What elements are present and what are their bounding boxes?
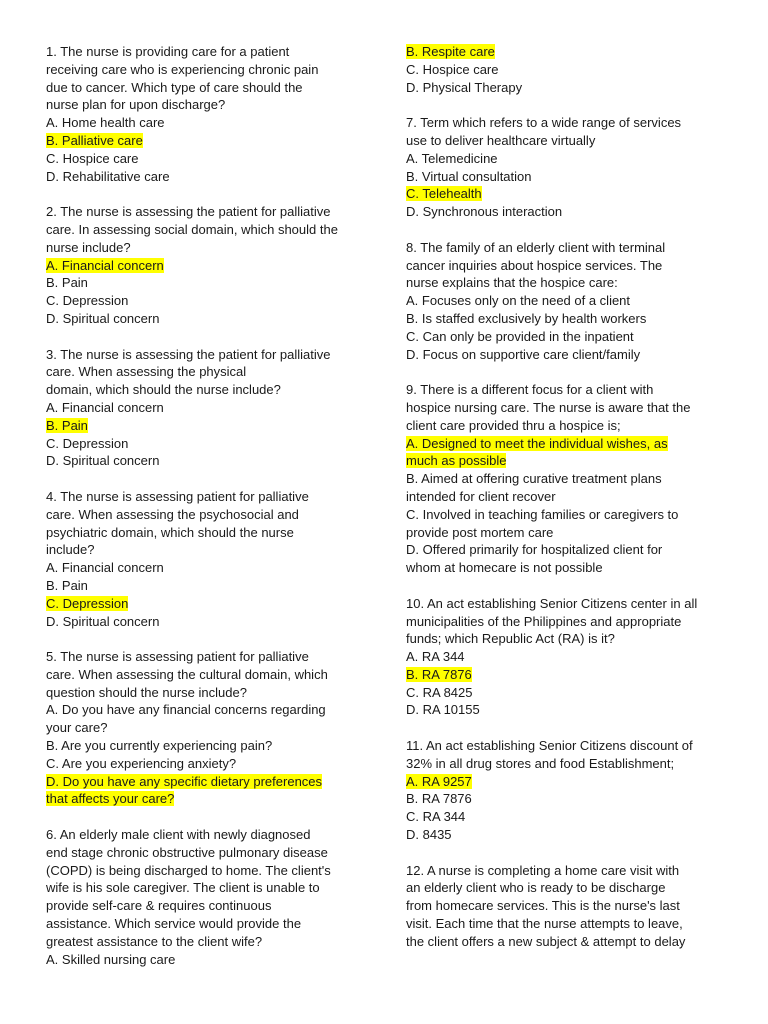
answer-option-text: A. Telemedicine bbox=[406, 150, 498, 166]
answer-option bbox=[46, 951, 364, 969]
answer-option-text: D. Focus on supportive care client/family bbox=[406, 346, 641, 362]
answer-option bbox=[406, 701, 724, 719]
answer-option-highlighted bbox=[406, 773, 724, 791]
answer-option-text: C. Depression bbox=[46, 595, 129, 611]
question-block bbox=[46, 826, 364, 968]
question-stem: 12. A nurse is completing a home care visit with an elderly client who is ready to be discharge from homecare services. This is the nurse's last visit. Each time that the nurse attempts to leave, the client offers a new subject & attempt to delay bbox=[406, 862, 686, 949]
answer-option bbox=[46, 701, 364, 737]
answer-option-text: D. Offered primarily for hospitalized client for whom at homecare is not possible bbox=[406, 542, 663, 576]
question-stem: 11. An act establishing Senior Citizens discount of 32% in all drug stores and food Establishment; bbox=[406, 738, 693, 771]
answer-option bbox=[406, 808, 724, 826]
answer-option-text: A. Focuses only on the need of a client bbox=[406, 293, 631, 309]
answer-option-text: C. Telehealth bbox=[406, 186, 482, 202]
answer-option bbox=[406, 310, 724, 328]
answer-option-highlighted bbox=[46, 132, 364, 150]
answer-option-text: C. Depression bbox=[46, 293, 129, 309]
answer-option-highlighted bbox=[406, 43, 724, 61]
answer-option-text: A. RA 344 bbox=[406, 649, 465, 665]
answer-option bbox=[406, 346, 724, 364]
answer-option bbox=[46, 399, 364, 417]
answer-option bbox=[406, 328, 724, 346]
answer-option-text: B. Are you currently experiencing pain? bbox=[46, 738, 273, 754]
answer-option-text: B. Pain bbox=[46, 577, 88, 593]
answer-option bbox=[46, 737, 364, 755]
answer-option-text: C. Are you experiencing anxiety? bbox=[46, 755, 237, 771]
answer-option-text: B. Is staffed exclusively by health workers bbox=[406, 310, 647, 326]
answer-option bbox=[406, 826, 724, 844]
answer-option bbox=[406, 79, 724, 97]
answer-option-text: D. Do you have any specific dietary preferences that affects your care? bbox=[46, 773, 323, 807]
answer-option bbox=[406, 292, 724, 310]
question-block bbox=[406, 595, 724, 720]
question-stem: 1. The nurse is providing care for a patient receiving care who is experiencing chronic pain due to cancer. Which type of care should the nurse plan for upon discharge? bbox=[46, 44, 319, 113]
answer-option-highlighted bbox=[46, 595, 364, 613]
question-stem: 9. There is a different focus for a client with hospice nursing care. The nurse is aware that the client care provided thru a hospice is; bbox=[406, 382, 691, 433]
answer-option-text: A. Financial concern bbox=[46, 560, 164, 576]
question-block bbox=[46, 346, 364, 471]
answer-option-text: C. Involved in teaching families or caregivers to provide post mortem care bbox=[406, 506, 679, 540]
question-block bbox=[46, 203, 364, 328]
answer-option bbox=[406, 61, 724, 79]
answer-option-text: A. Do you have any financial concerns regarding your care? bbox=[46, 702, 326, 736]
answer-option-text: A. Designed to meet the individual wishes, as much as possible bbox=[406, 435, 668, 469]
answer-option-text: C. RA 344 bbox=[406, 809, 466, 825]
answer-option bbox=[46, 755, 364, 773]
answer-option-text: C. Hospice care bbox=[406, 61, 499, 77]
answer-option-text: A. Financial concern bbox=[46, 399, 164, 415]
answer-option bbox=[46, 435, 364, 453]
question-block bbox=[406, 114, 724, 221]
answer-option bbox=[406, 150, 724, 168]
answer-option-text: D. Physical Therapy bbox=[406, 79, 523, 95]
answer-option bbox=[406, 168, 724, 186]
question-block bbox=[406, 43, 724, 96]
answer-option-highlighted bbox=[46, 257, 364, 275]
answer-option-text: D. Rehabilitative care bbox=[46, 168, 170, 184]
question-stem: 5. The nurse is assessing patient for palliative care. When assessing the cultural domain, which question should the nurse include? bbox=[46, 649, 328, 700]
answer-option-highlighted bbox=[406, 435, 724, 471]
answer-option-text: D. RA 10155 bbox=[406, 702, 480, 718]
answer-option-text: B. RA 7876 bbox=[406, 791, 472, 807]
answer-option bbox=[406, 541, 724, 577]
answer-option bbox=[46, 613, 364, 631]
answer-option-text: C. Depression bbox=[46, 435, 129, 451]
question-block bbox=[406, 862, 724, 951]
answer-option-text: B. Respite care bbox=[406, 44, 495, 59]
answer-option bbox=[406, 648, 724, 666]
question-stem: 4. The nurse is assessing patient for palliative care. When assessing the psychosocial and psychiatric domain, which should the nurse include? bbox=[46, 488, 309, 558]
answer-option bbox=[46, 150, 364, 168]
answer-option bbox=[46, 577, 364, 595]
answer-option-text: C. Can only be provided in the inpatient bbox=[406, 328, 634, 344]
answer-option bbox=[406, 506, 724, 542]
answer-option bbox=[46, 452, 364, 470]
answer-option-highlighted bbox=[406, 666, 724, 684]
answer-option-highlighted bbox=[406, 185, 724, 203]
answer-option-text: C. RA 8425 bbox=[406, 684, 473, 700]
answer-option-text: D. Spiritual concern bbox=[46, 310, 160, 326]
answer-option bbox=[46, 292, 364, 310]
question-block bbox=[406, 239, 724, 364]
answer-option-text: D. Spiritual concern bbox=[46, 453, 160, 469]
answer-option-text: A. Home health care bbox=[46, 115, 165, 131]
answer-option bbox=[46, 274, 364, 292]
answer-option bbox=[46, 559, 364, 577]
answer-option bbox=[406, 790, 724, 808]
question-block bbox=[46, 43, 364, 185]
question-block bbox=[46, 648, 364, 808]
answer-option-text: C. Hospice care bbox=[46, 150, 139, 166]
answer-option bbox=[46, 114, 364, 132]
answer-option-highlighted bbox=[46, 773, 364, 809]
answer-option-text: B. Pain bbox=[46, 275, 88, 291]
answer-option-text: B. RA 7876 bbox=[406, 666, 472, 682]
answer-option-highlighted bbox=[46, 417, 364, 435]
answer-option-text: B. Palliative care bbox=[46, 132, 143, 148]
question-stem: 7. Term which refers to a wide range of services use to deliver healthcare virtually bbox=[406, 115, 682, 148]
answer-option-text: A. RA 9257 bbox=[406, 773, 472, 789]
answer-option bbox=[46, 168, 364, 186]
question-block bbox=[406, 381, 724, 577]
question-block bbox=[406, 737, 724, 844]
answer-option-text: B. Pain bbox=[46, 417, 88, 433]
answer-option bbox=[406, 684, 724, 702]
question-stem: 6. An elderly male client with newly diagnosed end stage chronic obstructive pulmonary disease (COPD) is being discharged to home. The client's wife is his sole caregiver. The client is unable to provide self-care & requires continuous assistance. Which service would provide the greatest assistance to the client wife? bbox=[46, 827, 331, 949]
question-stem: 2. The nurse is assessing the patient for palliative care. In assessing social domain, which should the nurse include? bbox=[46, 204, 338, 255]
right-column bbox=[406, 43, 724, 968]
answer-option bbox=[406, 470, 724, 506]
answer-option bbox=[406, 203, 724, 221]
answer-option-text: D. Spiritual concern bbox=[46, 613, 160, 629]
question-block bbox=[46, 488, 364, 630]
left-column bbox=[46, 43, 364, 986]
answer-option-text: A. Financial concern bbox=[46, 257, 164, 273]
answer-option-text: B. Aimed at offering curative treatment plans intended for client recover bbox=[406, 471, 662, 504]
question-stem: 8. The family of an elderly client with terminal cancer inquiries about hospice services. The nurse explains that the hospice care: bbox=[406, 239, 666, 291]
question-stem: 3. The nurse is assessing the patient for palliative care. When assessing the physical domain, which should the nurse include? bbox=[46, 346, 331, 398]
answer-option-text: D. Synchronous interaction bbox=[406, 204, 563, 220]
answer-option-text: B. Virtual consultation bbox=[406, 168, 532, 184]
answer-option-text: D. 8435 bbox=[406, 827, 452, 843]
answer-option-text: A. Skilled nursing care bbox=[46, 951, 176, 967]
answer-option bbox=[46, 310, 364, 328]
question-stem: 10. An act establishing Senior Citizens center in all municipalities of the Philippines and appropriate funds; which Republic Act (RA) is it? bbox=[406, 595, 698, 647]
